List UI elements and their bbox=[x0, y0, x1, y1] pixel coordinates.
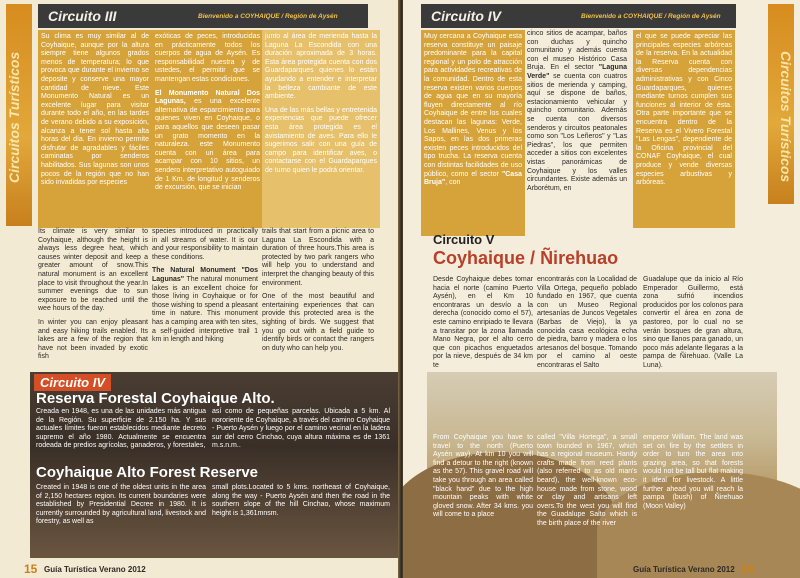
sidebar-title: Circuitos Turísticos bbox=[6, 51, 22, 183]
header-circuit-title: Circuito III bbox=[48, 8, 117, 24]
page-number-right: 16 bbox=[741, 562, 755, 576]
spanish-column-1: Su clima es muy similar al de Coyhaique, aunque por la altura siempre tiene algunos grados menos de temperatura; lo que provoca que durante el invierno se deposite y conserve una mayor cantidad de nieve. Este Monumento Natural es un excelente lugar para visitar durante todo el año, en las tardes de verano debido a su exposición, alcanza a tener sol hasta alta horas del día. En invierno permite disfrutar de agradables y fáciles caminatas por senderos habilitados. Sus lagunas son unos pocos de la región que no han sido invadidas por especies bbox=[38, 30, 152, 228]
reserve-column-3: el que se puede apreciar las principales especies arbóreas de la reserva. En la actualidad la Reserva cuenta con diversas dependencias administrativas y con Cinco Guardaparques, quienes mediante turnos cumplen sus funciones al interior de ésta. Otra parte importante que se encuentra dentro de la Reserva es el Vivero Forestal "Las Lengas", dependiente de la Oficina provincial del CONAF Coyhaique, el cual produce y vende diversas especies arbustivas y arbóreas. bbox=[633, 30, 735, 228]
reserve-body-es-2: así como de pequeñas parcelas. Ubicada a 5 km. Al nororiente de Coyhaique, a través del camino Coyhaique - Puerto Aysén y luego por el camino vecinal en la ladera sur del cerro Cinchao, cuya altura máxima es de 1361 m.s.n.m.. bbox=[212, 408, 390, 450]
reserve-body-es-1: Creada en 1948, es una de las unidades más antigua de la Región. Su superficie de 2.150 ha. Y sus actuales límites fueron establecidos mediante decreto supremo el año 1980. Actualmente se encuentra rodeada de predios agrícolas, ganaderos, y forestales, bbox=[36, 408, 206, 450]
right-page bbox=[403, 0, 800, 578]
circuit-v-column-1: Desde Coyhaique debes tomar hacia el norte (camino Puerto Aysén), en el Km 10 encontraras un desvío a la derecha (conocido como el 57), este camino enripiado te llevara a transitar por la zona llamada Mano Negra, por el alto cerro que con picachos enguetados por la nieve, después de 34 km te bbox=[433, 276, 533, 369]
circuit-v-label: Circuito V bbox=[433, 232, 495, 247]
circuit-v-english-3: emperor William. The land was set on fire by the settlers in order to turn the area into grazing area, so that forests would not be tall but flat making it ideal for livestock. A little further ahead you will reach la pampa (bush) of Ñirehuao (Moon Valley) bbox=[643, 434, 743, 510]
left-sidebar-banner bbox=[6, 4, 32, 226]
english-column-3: trails that start from a picnic area to Laguna La Escondida with a duration of three hours.This area is protected by two park rangers who will help you to understand and interpret the changing beauty of this environment. One of the most beautiful and entertaining experiences that can provide this protected area is the sighting of birds. We suggest that you go out with a field guide to identify birds or contact the rangers on duty who can help you. bbox=[262, 228, 374, 352]
footer-guide-right: Guía Turística Verano 2012 bbox=[633, 565, 735, 574]
circuit-v-title: Coyhaique / Ñirehuao bbox=[433, 248, 619, 268]
english-column-2: species introduced in practically in all streams of water. It is our and your responsibility to maintain these conditions. The Natural Monument "Dos Lagunas" The natural monument lakes is an excellent choice for those living in Coyhaique or for those wishing to spend a pleasant time in nature. This monument has a camping area with ten sites, a self-guided interpretive trail 1 km in length and hiking bbox=[152, 228, 258, 344]
circuit-v-column-3: Guadalupe que da inicio al Río Emperador Guillermo, está zona sufrió incendios producidos por los colonos para convertir el área en zona de pastoreo, por lo cual no se verán bosques de gran altura, sino que llanos para ganado, un poco más adelante llegaras a la pampa de Ñirehuao. (Valle La Luna). bbox=[643, 276, 743, 369]
reserve-body-en-1: Created in 1948 is one of the oldest units in the area of 2,150 hectares region. Its current boundaries were established by Presidential Decree in 1980. It is currently surrounded by agricultural land, livestock and forestry, as well as bbox=[36, 484, 206, 526]
circuit-v-column-2: encontrarás con la Localidad de Villa Ortega, pequeño poblado fundado en 1967, que cuenta con un Museo Regional artesanías de Juncos Vegetales (Barbas de Viejo), la ya conocida casa ecológica echa de piedra, barro y madera o los artesanos del bosque. Tomando por el camino al oeste encontraras el Salto bbox=[537, 276, 637, 369]
reserve-title-en: Coyhaique Alto Forest Reserve bbox=[36, 464, 259, 481]
reserve-body-en-2: small plots.Located to 5 kms. northeast of Coyhaique, along the way - Puerto Aysén and then the road in the southern slope of the hill Cinchao, whose maximum height is 1,361mnsm. bbox=[212, 484, 390, 517]
reserve-column-1: Muy cercana a Coyhaique esta reserva constituye un paisaje predominante para la capital regional y un polo de atracción para actividades recreativas de la comunidad. Dentro de esta reserva existen varios cuerpos de agua que en su mayoría fluyen directamente al río Coyhaique de entre los cuales destacan las lagunas: Verde, Los Mallines, Venus y los Sapos, en las dos primeras existen peces introducidos del tipo trucha. La reserva cuenta con distintas facilidades de uso público, como el sector "Casa Bruja", con bbox=[421, 30, 525, 236]
header-place: Bienvenido a COYHAIQUE / Región de Aysén bbox=[581, 12, 721, 20]
reserve-title-es: Reserva Forestal Coyhaique Alto. bbox=[36, 390, 275, 407]
circuit-iv-label: Circuito IV bbox=[34, 374, 111, 391]
circuit-v-english-2: called "Villa Hortega", a small town founded in 1967, which has a regional museum. Handy crafts made from reed plants (also referred to as old man's beard), the well-known eco-house made from stone, wood or clay and artisans left overs.To the west you will find the Guadalupe Salto which is the birth place of the river bbox=[537, 434, 637, 527]
header-place: Bienvenido a COYHAIQUE / Región de Aysén bbox=[198, 12, 338, 20]
left-running-header bbox=[38, 4, 368, 28]
right-sidebar-banner bbox=[768, 4, 794, 204]
header-circuit-title: Circuito IV bbox=[431, 8, 502, 24]
english-column-1: Its climate is very similar to Coyhaique, although the height is always less degree heat, which causes winter deposit and keep a greater amount of snow.This natural monument is an excellent place to visit throughout the year.In summer evenings due to sun exposure to be reached until the wee hours of the day. In winter you can enjoy pleasant and easy hiking trails enabled. Its lakes are a few of the region that have not been invaded by exotic fish bbox=[38, 228, 148, 361]
footer-guide-left: Guía Turística Verano 2012 bbox=[44, 565, 146, 574]
right-running-header bbox=[421, 4, 736, 28]
reserve-column-2: cinco sitios de acampar, baños con duchas y quincho comunitario y además cuenta con el museo Histórico Casa Bruja. En el sector "Laguna Verde" se cuenta con cuatros sitios de merienda y camping, aquí se dispone de baños, estacionamiento vehicular y quincho comunitario. Además se cuenta con diversos senderos y circuitos peatonales como son "Los Leñeros" y "Las Piedras", los que permiten acceder a sitios con excelentes vistas panorámicas de Coyhaique y los valles circundantes. Existe además un Arborétum, en bbox=[527, 30, 627, 192]
page-number-left: 15 bbox=[24, 562, 38, 576]
spanish-column-2: exóticas de peces, introducidas en prácticamente todos los cuerpos de agua de Aysén. Es responsabilidad nuestra y de ustedes, el permitir que se mantengan estas condiciones. El Monumento Natural Dos Lagunas, es una excelente alternativa de esparcimiento para quienes viven en Coyhaique, o para aquellos que deseen pasar un grato momento en la naturaleza. este Monumento cuenta con un área para acampar con 10 sitios, un sendero interpretativo autoguiado de 1 Km. de longitud y senderos de excursión, que se inician bbox=[152, 30, 263, 228]
spanish-column-3: junto al área de merienda hasta la Laguna La Escondida con una duración aproximada de 3 horas. Esta área protegida cuenta con dos Guardaparques quienes lo están ayudando a entender e interpretar la belleza cambiante de este ambiente. Una de las más bellas y entretenida experiencias que puede ofrecer esta área protegida es el avistamiento de aves. Para ello le sugerimos salir con una guía de campo para identificar aves, o contactarse con el Guardaparques de turno quien le podrá orientar. bbox=[262, 30, 380, 228]
sidebar-title: Circuitos Turísticos bbox=[778, 51, 794, 183]
circuit-v-english-1: From Coyhaique you have to travel to the north (Puerto Aysén way). At km 10 you will find a detour to the right (known as the 57). This gravel road will take you through an area called "black hand" due to the high mountain peaks with white gloved snow. After 34 kms. you will come to a place bbox=[433, 434, 533, 519]
